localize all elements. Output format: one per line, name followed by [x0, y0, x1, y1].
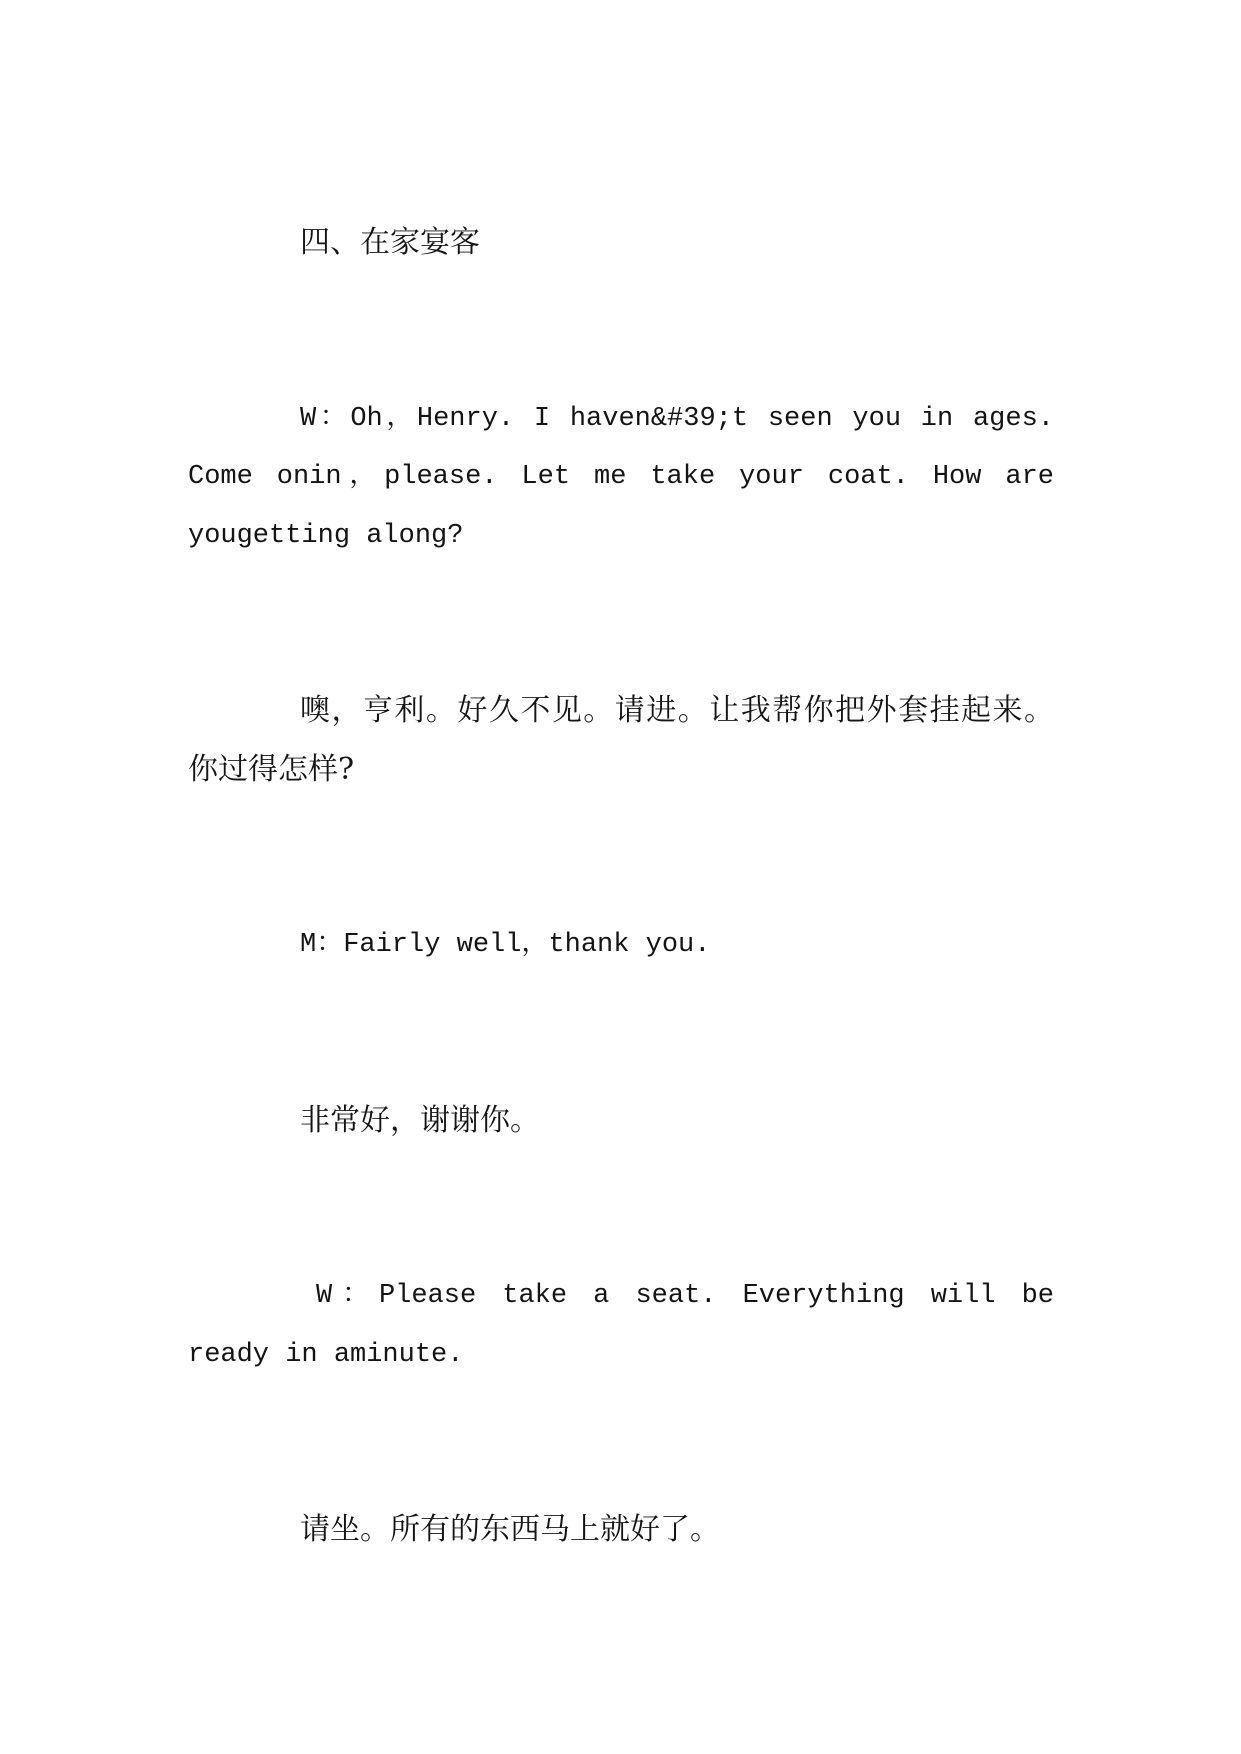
- heading-text: 四、在家宴客: [300, 225, 480, 260]
- document-body: [188, 214, 1054, 1677]
- section-heading: [188, 214, 1054, 273]
- text-line: W：Oh，Henry. I haven&#39;t seen you in ages.: [300, 403, 1054, 434]
- dialogue-w-chinese-2: [188, 1501, 1054, 1560]
- dialogue-w-chinese-1: [188, 682, 1054, 799]
- text-line: 非常好，谢谢你。: [300, 1102, 540, 1138]
- dialogue-m-english-1: [188, 916, 1054, 975]
- dialogue-w-english-2: [188, 1267, 1054, 1384]
- text-line: ready in aminute.: [188, 1339, 464, 1370]
- text-line: Come onin，please. Let me take your coat. How are: [188, 462, 1054, 492]
- dialogue-w-english-1: [188, 390, 1054, 566]
- dialogue-m-chinese-1: [188, 1092, 1054, 1151]
- text-line: W：Please take a seat. Everything will be: [316, 1281, 1054, 1311]
- text-line: yougetting along?: [188, 520, 464, 551]
- text-line: 噢，亨利。好久不见。请进。让我帮你把外套挂起来。: [300, 693, 1054, 728]
- text-line: 你过得怎样?: [188, 751, 355, 787]
- text-line: M：Fairly well，thank you.: [300, 930, 711, 960]
- text-line: 请坐。所有的东西马上就好了。: [300, 1512, 720, 1547]
